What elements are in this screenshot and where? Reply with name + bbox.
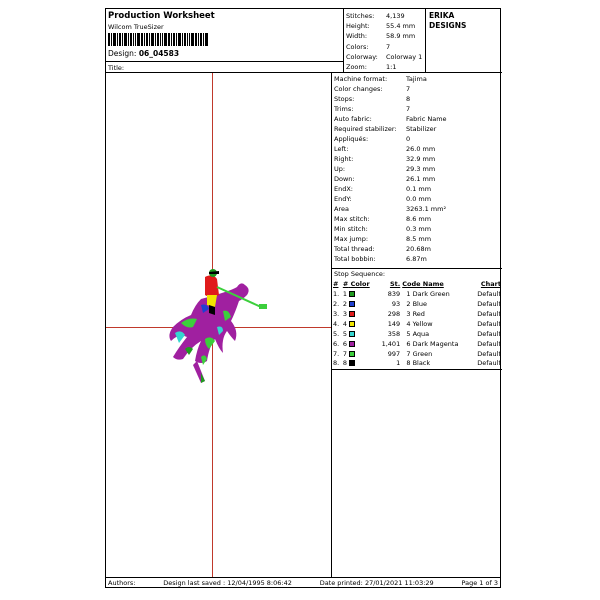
- stop-code-name: 5 Aqua: [406, 329, 430, 338]
- summary-stats: [344, 9, 426, 73]
- detail-row: EndY: 0.0 mm: [334, 195, 432, 203]
- stop-chart: Default: [477, 309, 501, 318]
- machine-details: [332, 73, 502, 269]
- detail-row: Max stitch: 8.6 mm: [334, 215, 432, 223]
- detail-row: Total bobbin: 6.87m: [334, 255, 427, 263]
- detail-row: EndX: 0.1 mm: [334, 185, 432, 193]
- stop-stitches: 997: [387, 349, 401, 358]
- color-swatch: [349, 321, 355, 327]
- stop-stitches: 1,401: [381, 339, 401, 348]
- color-swatch: [349, 291, 355, 297]
- color-swatch: [349, 301, 355, 307]
- table-header-row: [332, 279, 502, 289]
- stop-sequence-caption: Stop Sequence:: [334, 270, 386, 278]
- table-row: [332, 339, 502, 349]
- header-info: [106, 9, 344, 73]
- stop-color: 8: [342, 359, 377, 369]
- stop-stitches: 298: [387, 309, 401, 318]
- detail-row: Down: 26.1 mm: [334, 175, 436, 183]
- stop-chart: Default: [477, 349, 501, 358]
- detail-row: Required stabilizer: Stabilizer: [334, 125, 437, 133]
- detail-row: Color changes: 7: [334, 85, 411, 93]
- stop-color: 2: [342, 299, 377, 309]
- stop-num: 4.: [333, 319, 340, 328]
- color-swatch: [349, 311, 355, 317]
- company-line1: ERIKA: [429, 11, 455, 20]
- design-preview: [106, 73, 332, 577]
- detail-row: Total thread: 20.68m: [334, 245, 431, 253]
- stop-stitches: 839: [387, 289, 401, 298]
- stop-color: 5: [342, 329, 377, 339]
- stop-num: 1.: [333, 289, 340, 298]
- stop-sequence: [332, 269, 502, 370]
- detail-row: Appliqués: 0: [334, 135, 411, 143]
- stop-code-name: 6 Dark Magenta: [406, 339, 459, 348]
- stop-sequence-table: [332, 279, 502, 370]
- stop-num: 5.: [333, 329, 340, 338]
- stop-code-name: 3 Red: [406, 309, 425, 318]
- table-row: [332, 329, 502, 339]
- detail-row: Right: 32.9 mm: [334, 155, 436, 163]
- stop-code-name: 2 Blue: [406, 299, 427, 308]
- detail-row: Stops: 8: [334, 95, 411, 103]
- barcode-image: [108, 33, 208, 46]
- table-row: [332, 319, 502, 329]
- summary-row: Zoom: 1:1: [346, 62, 397, 71]
- stop-num: 7.: [333, 349, 340, 358]
- production-worksheet: [105, 8, 501, 588]
- stop-color: 3: [342, 309, 377, 319]
- stop-color: 7: [342, 349, 377, 359]
- software-name: Wilcom TrueSizer: [108, 23, 164, 31]
- page-footer: [106, 577, 500, 588]
- table-row: [332, 289, 502, 299]
- color-swatch: [349, 360, 355, 366]
- stop-stitches: 93: [391, 299, 401, 308]
- detail-row: Left: 26.0 mm: [334, 145, 436, 153]
- stop-num: 2.: [333, 299, 340, 308]
- detail-row: Machine format: Tajima: [334, 75, 427, 83]
- design-number: [108, 49, 179, 58]
- stop-code-name: 7 Green: [406, 349, 433, 358]
- summary-row: Height: 55.4 mm: [346, 22, 416, 31]
- stop-chart: Default: [477, 319, 501, 328]
- color-swatch: [349, 351, 355, 357]
- col-num: #: [333, 279, 339, 288]
- stop-chart: Default: [477, 289, 501, 298]
- table-row: [332, 299, 502, 309]
- summary-row: Colorway: Colorway 1: [346, 52, 423, 61]
- stop-code-name: 8 Black: [401, 359, 471, 369]
- color-swatch: [349, 341, 355, 347]
- stop-color: 4: [342, 319, 377, 329]
- stop-chart: Default: [477, 299, 501, 308]
- stop-chart: Default: [477, 339, 501, 348]
- page-number: Page 1 of 3: [461, 579, 498, 587]
- summary-row: Width: 58.9 mm: [346, 32, 416, 41]
- col-st: St.: [389, 279, 401, 288]
- stop-code-name: 1 Dark Green: [406, 289, 450, 298]
- stop-chart: Default: [471, 359, 502, 369]
- design-value: 06_04583: [138, 49, 180, 58]
- design-label: Design:: [108, 49, 137, 58]
- stop-color: 6: [342, 339, 377, 349]
- stop-stitches: 149: [387, 319, 401, 328]
- col-color: # Color: [342, 279, 370, 288]
- col-chart: Chart: [480, 279, 501, 288]
- company-line2: DESIGNS: [429, 21, 467, 30]
- company-name: [426, 9, 502, 73]
- table-row: [332, 349, 502, 359]
- summary-row: Colors: 7: [346, 42, 391, 51]
- color-swatch: [349, 331, 355, 337]
- detail-row: Min stitch: 0.3 mm: [334, 225, 432, 233]
- stop-chart: Default: [477, 329, 501, 338]
- stop-num: 8.: [332, 359, 342, 369]
- stop-stitches: 358: [387, 329, 401, 338]
- summary-row: Stitches: 4,139: [346, 12, 405, 20]
- table-row: [332, 359, 502, 369]
- stop-code-name: 4 Yellow: [406, 319, 433, 328]
- date-printed: Date printed: 27/01/2021 11:03:29: [319, 579, 434, 587]
- title-label: Title:: [108, 64, 125, 72]
- last-saved: Design last saved : 12/04/1995 8:06:42: [163, 579, 292, 587]
- detail-row: Auto fabric: Fabric Name: [334, 115, 447, 123]
- worksheet-title: Production Worksheet: [108, 11, 215, 21]
- polo-player-embroidery: [161, 269, 271, 385]
- detail-row: Trims: 7: [334, 105, 411, 113]
- authors-label: Authors:: [108, 579, 136, 587]
- title-row: [106, 61, 344, 73]
- detail-row: Area 3263.1 mm²: [334, 205, 447, 213]
- detail-row: Max jump: 8.5 mm: [334, 235, 432, 243]
- table-row: [332, 309, 502, 319]
- stop-num: 6.: [333, 339, 340, 348]
- col-code-name: Code Name: [402, 279, 444, 288]
- stop-num: 3.: [333, 309, 340, 318]
- stop-color: 1: [342, 289, 377, 299]
- detail-row: Up: 29.3 mm: [334, 165, 436, 173]
- stop-stitches: 1: [376, 359, 401, 369]
